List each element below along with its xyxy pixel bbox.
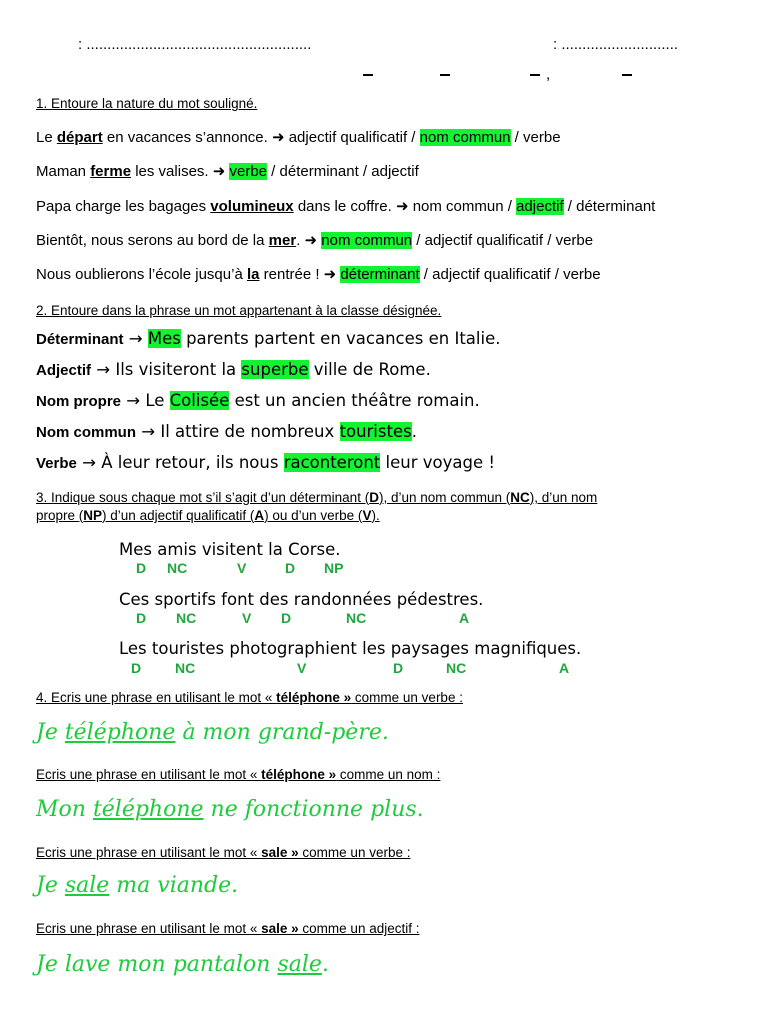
underlined-word: ferme bbox=[90, 163, 132, 180]
word-class-tag: D bbox=[136, 610, 147, 626]
word-class-tag: V bbox=[297, 660, 307, 676]
answer-highlight: nom commun bbox=[419, 129, 511, 146]
exercise-4-title: 4. Ecris une phrase en utilisant le mot « téléphone » comme un verbe : bbox=[36, 690, 463, 705]
answer-highlight: raconteront bbox=[283, 453, 381, 472]
word-class-tag: NC bbox=[346, 610, 367, 626]
class-label: Déterminant bbox=[36, 331, 124, 348]
answer-highlight: touristes bbox=[339, 422, 412, 441]
word-class-tag: D bbox=[393, 660, 404, 676]
ex2-row: Déterminant → Mes parents partent en vacances en Italie. bbox=[36, 329, 501, 348]
exercise-4-question-2: Ecris une phrase en utilisant le mot « téléphone » comme un nom : bbox=[36, 767, 441, 782]
word-class-tag: V bbox=[242, 610, 252, 626]
underlined-word: départ bbox=[56, 129, 103, 146]
ex1-row: Bientôt, nous serons au bord de la mer. ➜ nom commun / adjectif qualificatif / verbe bbox=[36, 232, 594, 249]
word-class-tag: A bbox=[459, 610, 470, 626]
word-class-tag: D bbox=[285, 560, 296, 576]
handwritten-answer: Mon téléphone ne fonctionne plus. bbox=[36, 797, 424, 822]
date-dash bbox=[363, 74, 373, 76]
date-dash bbox=[530, 74, 540, 76]
class-label: Verbe bbox=[36, 455, 77, 472]
handwritten-answer: Je sale ma viande. bbox=[36, 873, 239, 898]
ex3-sentence: Les touristes photographient les paysages magnifiques. bbox=[119, 639, 582, 658]
ex1-row: Maman ferme les valises. ➜ verbe / déterminant / adjectif bbox=[36, 163, 419, 180]
exercise-4-question-3: Ecris une phrase en utilisant le mot « sale » comme un verbe : bbox=[36, 845, 411, 860]
exercise-1-title: 1. Entoure la nature du mot souligné. bbox=[36, 96, 258, 111]
ex3-sentence: Ces sportifs font des randonnées pédestres. bbox=[119, 590, 484, 609]
answer-highlight: nom commun bbox=[321, 232, 413, 249]
name-field: : ...................................................... bbox=[78, 36, 312, 53]
exercise-4-question-4: Ecris une phrase en utilisant le mot « sale » comme un adjectif : bbox=[36, 921, 420, 936]
date-dash bbox=[440, 74, 450, 76]
exercise-2-title: 2. Entoure dans la phrase un mot appartenant à la classe désignée. bbox=[36, 303, 442, 318]
answer-highlight: Colisée bbox=[169, 391, 230, 410]
ex2-row: Nom commun → Il attire de nombreux touristes. bbox=[36, 422, 417, 441]
word-class-tag: NC bbox=[446, 660, 467, 676]
handwritten-answer: Je lave mon pantalon sale. bbox=[36, 952, 329, 977]
answer-highlight: Mes bbox=[147, 329, 181, 348]
ex2-row: Verbe → À leur retour, ils nous raconteront leur voyage ! bbox=[36, 453, 495, 472]
word-class-tag: D bbox=[136, 560, 147, 576]
date-field: : ............................ bbox=[553, 36, 679, 53]
ex1-row: Nous oublierons l’école jusqu’à la rentrée ! ➜ déterminant / adjectif qualificatif / verbe bbox=[36, 266, 601, 283]
date-dash bbox=[622, 74, 632, 76]
exercise-3-title-line-2: propre (NP) d’un adjectif qualificatif (A) ou d’un verbe (V). bbox=[36, 508, 380, 523]
exercise-3-title-line-1: 3. Indique sous chaque mot s’il s’agit d’un déterminant (D), d’un nom commun (NC), d’un nom bbox=[36, 490, 598, 505]
word-class-tag: D bbox=[281, 610, 292, 626]
answer-highlight: verbe bbox=[229, 163, 268, 180]
ex2-row: Nom propre → Le Colisée est un ancien théâtre romain. bbox=[36, 391, 480, 410]
ex2-row: Adjectif → Ils visiteront la superbe ville de Rome. bbox=[36, 360, 431, 379]
handwritten-answer: Je téléphone à mon grand-père. bbox=[36, 720, 389, 745]
word-class-tag: NC bbox=[175, 660, 196, 676]
word-class-tag: NP bbox=[324, 560, 344, 576]
answer-highlight: adjectif bbox=[516, 198, 564, 215]
underlined-word: mer bbox=[268, 232, 297, 249]
word-class-tag: D bbox=[131, 660, 142, 676]
word-class-tag: NC bbox=[176, 610, 197, 626]
word-class-tag: A bbox=[559, 660, 570, 676]
ex3-sentence: Mes amis visitent la Corse. bbox=[119, 540, 341, 559]
answer-highlight: superbe bbox=[241, 360, 309, 379]
ex1-row: Le départ en vacances s’annonce. ➜ adjectif qualificatif / nom commun / verbe bbox=[36, 129, 561, 146]
answer-highlight: déterminant bbox=[340, 266, 420, 283]
underlined-word: volumineux bbox=[210, 198, 294, 215]
underlined-word: la bbox=[246, 266, 260, 283]
word-class-tag: NC bbox=[167, 560, 188, 576]
class-label: Nom propre bbox=[36, 393, 122, 410]
ex1-row: Papa charge les bagages volumineux dans le coffre. ➜ nom commun / adjectif / déterminant bbox=[36, 198, 656, 215]
class-label: Nom commun bbox=[36, 424, 137, 441]
class-label: Adjectif bbox=[36, 362, 92, 379]
word-class-tag: V bbox=[237, 560, 247, 576]
date-comma: , bbox=[546, 66, 551, 83]
